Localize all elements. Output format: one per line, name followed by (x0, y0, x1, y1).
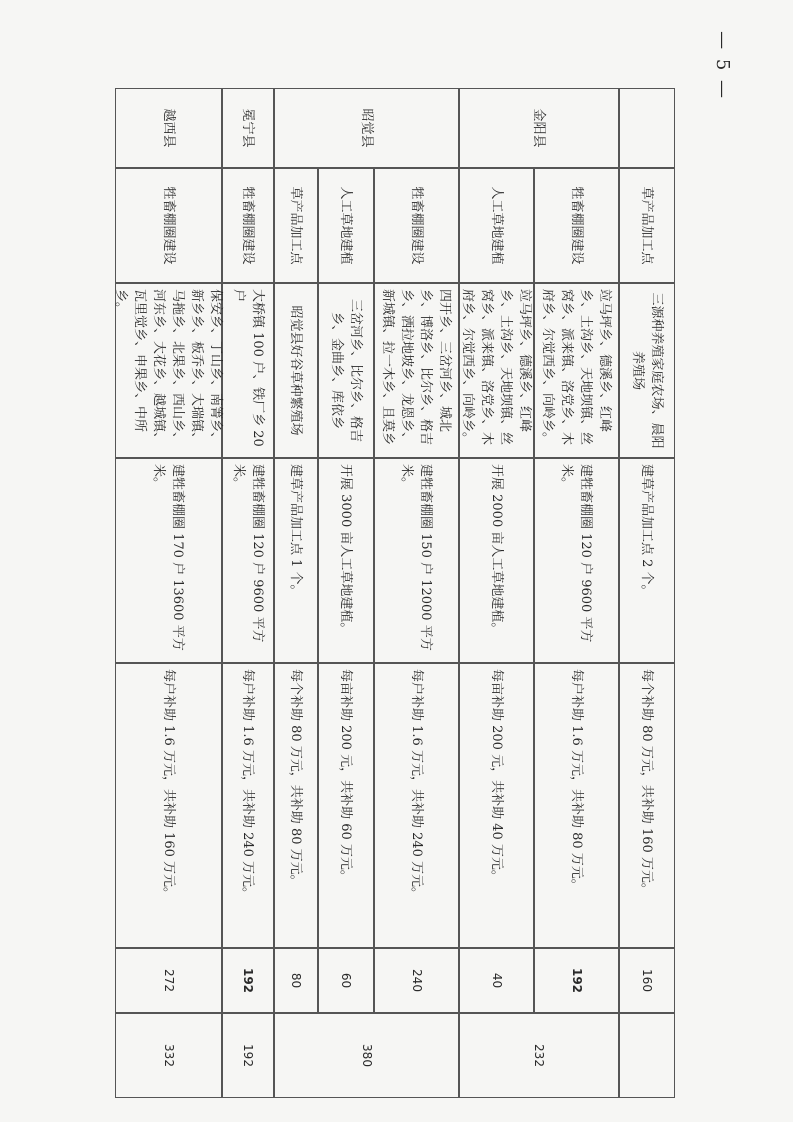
table-cell-category: 牲畜棚圈建设 (222, 168, 274, 283)
table-cell-standard: 每亩补助 200 元，共补助 60 万元。 (318, 663, 374, 948)
table-cell-content: 建草产品加工点 1 个。 (274, 458, 318, 663)
table-cell-county: 昭觉县 (274, 88, 459, 168)
table-cell-amount: 240 (374, 948, 459, 1013)
table-cell-county-total: 232 (459, 1013, 619, 1098)
table-cell-towns: 昭觉县好谷草种繁殖场 (274, 283, 318, 458)
subsidy-table (115, 88, 675, 1098)
table-cell-amount: 272 (115, 948, 222, 1013)
table-cell-amount: 192 (222, 948, 274, 1013)
table-cell-amount: 192 (534, 948, 619, 1013)
table-cell-towns: 保安乡、丁山乡、南箐乡、新乡乡、板乔乡、大瑞镇、马拖乡、北果乡、西山乡、河东乡、大花乡、越城镇、瓦里觉乡、申果乡、中所乡。 (115, 283, 222, 458)
table-cell-standard: 每个补助 80 万元，共补助 80 万元。 (274, 663, 318, 948)
table-cell-county: 冕宁县 (222, 88, 274, 168)
table-cell-towns: 四开乡、三岔河乡、城北乡、博洛乡、比尔乡、格吉乡、洒拉地坡乡、龙恩乡、新城镇、拉一木乡、且莫乡 (374, 283, 459, 458)
table-cell-category: 草产品加工点 (274, 168, 318, 283)
table-cell-amount: 80 (274, 948, 318, 1013)
table-cell-towns: 竝马坪乡、德溪乡、红峰乡、土沟乡、天地坝镇、丝窝乡、派来镇、洛党乡、木府乡、尔觉西乡、向岭乡。 (534, 283, 619, 458)
table-cell-content: 建草产品加工点 2 个。 (619, 458, 675, 663)
table-cell-content: 建牲畜棚圈 150 户 12000 平方米。 (374, 458, 459, 663)
table-cell-total-cont (619, 1013, 675, 1098)
table-cell-amount: 40 (459, 948, 534, 1013)
table-cell-category: 人工草地建植 (318, 168, 374, 283)
table-cell-county: 金阳县 (459, 88, 619, 168)
table-cell-towns: 大桥镇 100 户、铁厂乡 20 户 (222, 283, 274, 458)
table-cell-category: 牲畜棚圈建设 (115, 168, 222, 283)
table-cell-amount: 160 (619, 948, 675, 1013)
table-cell-towns: 三源种养殖家庭农场、晨阳养殖场 (619, 283, 675, 458)
table-cell-standard: 每个补助 80 万元，共补助 160 万元。 (619, 663, 675, 948)
table-cell-content: 开展 3000 亩人工草地建植。 (318, 458, 374, 663)
table-cell-content: 建牲畜棚圈 120 户 9600 平方米。 (222, 458, 274, 663)
table-cell-category: 牲畜棚圈建设 (534, 168, 619, 283)
table-cell-standard: 每户补助 1.6 万元，共补助 160 万元。 (115, 663, 222, 948)
table-cell-towns: 三岔河乡、比尔乡、格吉乡、金曲乡、库依乡 (318, 283, 374, 458)
table-cell-standard: 每户补助 1.6 万元，共补助 240 万元。 (222, 663, 274, 948)
table-cell-county-total: 380 (274, 1013, 459, 1098)
table-cell-amount: 60 (318, 948, 374, 1013)
table-cell-category: 人工草地建植 (459, 168, 534, 283)
table-cell-category: 牲畜棚圈建设 (374, 168, 459, 283)
table-cell-standard: 每户补助 1.6 万元，共补助 80 万元。 (534, 663, 619, 948)
table-cell-county-total: 192 (222, 1013, 274, 1098)
table-cell-category: 草产品加工点 (619, 168, 675, 283)
table-cell-county-cont (619, 88, 675, 168)
table-cell-content: 建牲畜棚圈 120 户 9600 平方米。 (534, 458, 619, 663)
table-cell-content: 开展 2000 亩人工草地建植。 (459, 458, 534, 663)
table-cell-county-total: 332 (115, 1013, 222, 1098)
table-cell-standard: 每户补助 1.6 万元，共补助 240 万元。 (374, 663, 459, 948)
table-cell-standard: 每亩补助 200 元，共补助 40 万元。 (459, 663, 534, 948)
page-number: — 5 — (712, 31, 733, 100)
table-cell-content: 建牲畜棚圈 170 户 13600 平方米。 (115, 458, 222, 663)
table-cell-towns: 竝马坪乡、德溪乡、红峰乡、土沟乡、天地坝镇、丝窝乡、派来镇、洛党乡、木府乡、尔觉西乡、向岭乡。 (459, 283, 534, 458)
table-cell-county: 越西县 (115, 88, 222, 168)
